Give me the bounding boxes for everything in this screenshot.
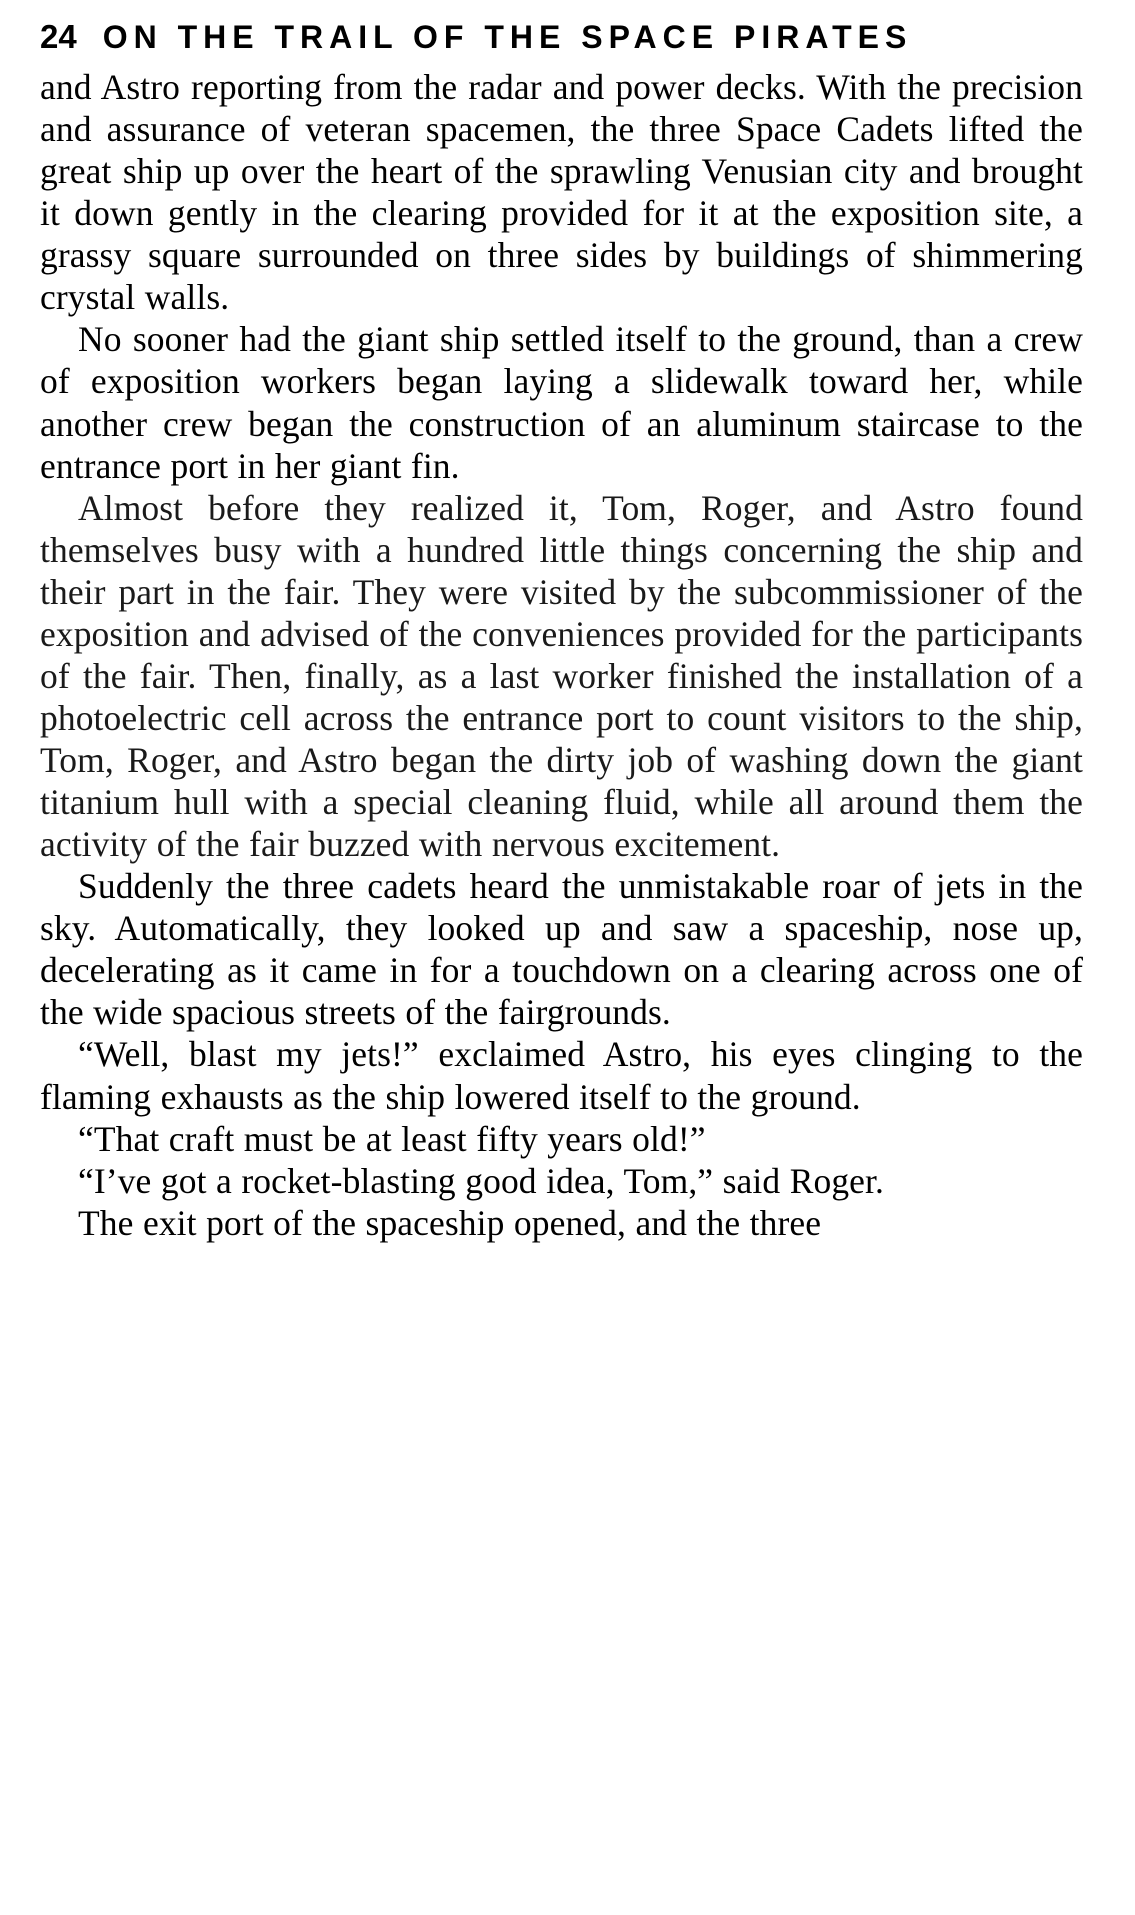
paragraph: Suddenly the three cadets heard the unmistakable roar of jets in the sky. Automatically, they looked up and saw a spaceship, nose up, decelerating as it came in for a touchdown on a clearing across one of the wide spacious streets of the fairgrounds.	[40, 866, 1083, 1033]
chapter-title: ON THE TRAIL OF THE SPACE PIRATES	[102, 19, 913, 55]
body-text	[40, 66, 1083, 1244]
running-head	[40, 18, 1083, 56]
paragraph: “That craft must be at least fifty years old!”	[78, 1118, 706, 1159]
paragraph: “Well, blast my jets!” exclaimed Astro, his eyes clinging to the flaming exhausts as the ship lowered itself to the ground.	[40, 1034, 1083, 1117]
paragraph: No sooner had the giant ship settled itself to the ground, than a crew of exposition workers began laying a slidewalk toward her, while another crew began the construction of an aluminum staircase to the entrance port in her giant fin.	[40, 319, 1083, 486]
paragraph: The exit port of the spaceship opened, and the three	[78, 1202, 822, 1243]
paragraph: Almost before they realized it, Tom, Roger, and Astro found themselves busy with a hundred little things concerning the ship and their part in the fair. They were visited by the subcommissioner of the exposition and advised of the conveniences provided for the participants of the fair. Then, finally, as a last worker finished the installation of a photoelectric cell across the entrance port to count visitors to the ship, Tom, Roger, and Astro began the dirty job of washing down the giant titanium hull with a special cleaning fluid, while all around them the activity of the fair buzzed with nervous excitement.	[40, 487, 1083, 865]
page-number: 24	[40, 18, 77, 55]
paragraph: “I’ve got a rocket-blasting good idea, Tom,” said Roger.	[78, 1160, 884, 1201]
paragraph: and Astro reporting from the radar and power decks. With the precision and assurance of veteran spacemen, the three Space Cadets lifted the great ship up over the heart of the sprawling Venusian city and brought it down gently in the clearing provided for it at the exposition site, a grassy square surrounded on three sides by buildings of shimmering crystal walls.	[40, 67, 1083, 318]
